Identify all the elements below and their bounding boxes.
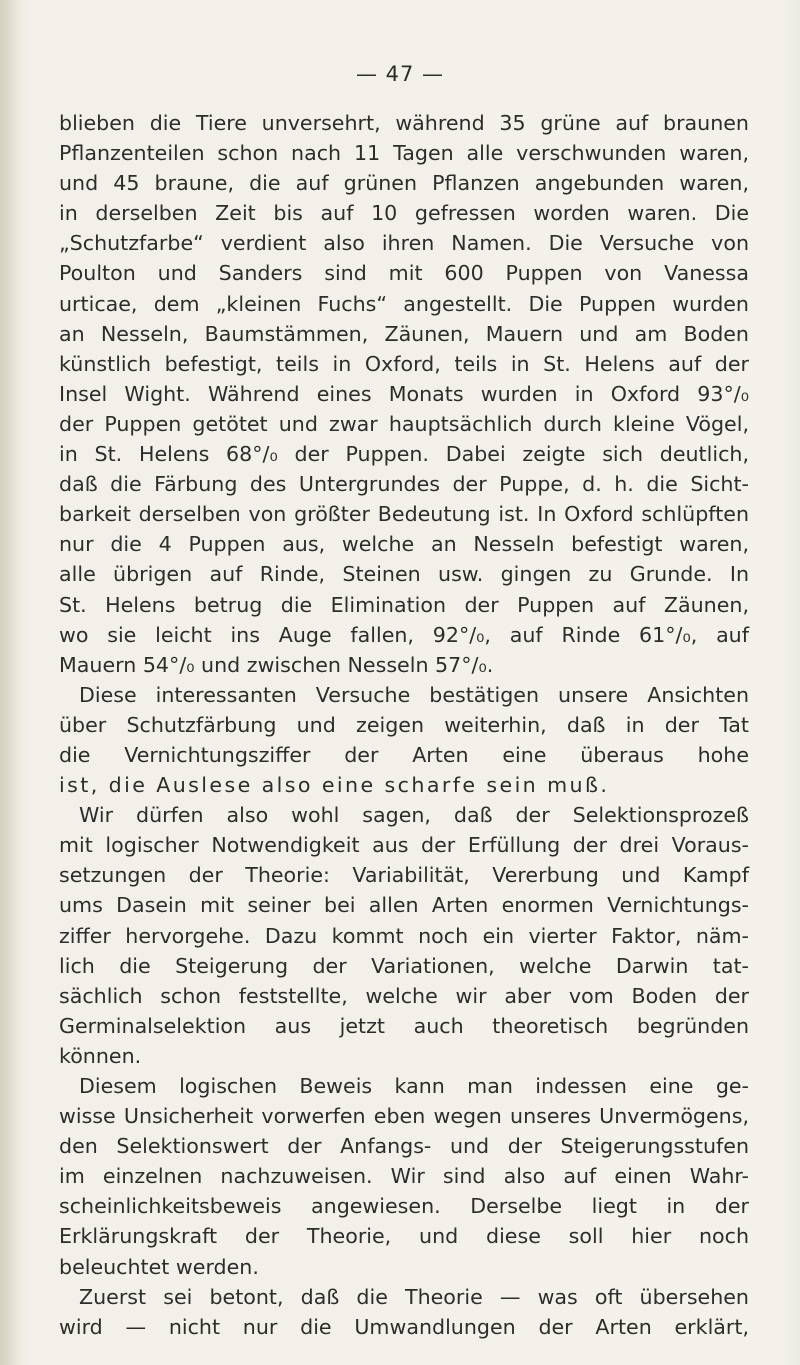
text-line: der Puppen getötet und zwar hauptsächlich durch kleine Vögel, [59, 411, 749, 436]
page-number: — 47 — [355, 62, 445, 86]
text-line: blieben die Tiere unversehrt, während 35 grüne auf braunen [59, 111, 749, 135]
text-line: Poulton und Sanders sind mit 600 Puppen von Vanessa [59, 261, 749, 286]
page-edge-shadow [0, 0, 22, 1365]
text-line: wo sie leicht ins Auge fallen, 92°/₀, auf Rinde 61°/₀, auf [59, 622, 749, 647]
text-line: Diese interessanten Versuche bestätigen unsere Ansichten [79, 682, 749, 707]
text-line: urticae, dem „kleinen Fuchs“ angestellt. Die Puppen wurden [59, 291, 749, 316]
text-line: in derselben Zeit bis auf 10 gefressen worden waren. Die [59, 201, 749, 226]
text-line: Diesem logischen Beweis kann man indessen eine ge- [79, 1074, 749, 1098]
text-line: nur die 4 Puppen aus, welche an Nesseln befestigt waren, [59, 532, 749, 557]
text-line: barkeit derselben von größter Bedeutung ist. In Oxford schlüpften [59, 502, 749, 527]
text-line: „Schutzfarbe“ verdient also ihren Namen. Die Versuche von [59, 231, 749, 256]
text-line: Erklärungskraft der Theorie, und diese soll hier noch [59, 1224, 749, 1249]
text-line: die Vernichtungsziffer der Arten eine überaus hohe [59, 742, 749, 767]
body-text [59, 108, 749, 1342]
text-line: an Nesseln, Baumstämmen, Zäunen, Mauern und am Boden [59, 321, 749, 346]
text-line: in St. Helens 68°/₀ der Puppen. Dabei zeigte sich deutlich, [59, 442, 749, 467]
text-line: Zuerst sei betont, daß die Theorie — was oft übersehen [79, 1284, 749, 1309]
text-line: den Selektionswert der Anfangs- und der Steigerungsstufen [59, 1134, 749, 1159]
text-line: über Schutzfärbung und zeigen weiterhin, daß in der Tat [59, 712, 749, 737]
text-line: ist, die Auslese also eine scharfe sein muß. [59, 773, 610, 798]
text-line: wird — nicht nur die Umwandlungen der Arten erklärt, [59, 1314, 749, 1339]
text-line: und 45 braune, die auf grünen Pflanzen angebunden waren, [59, 171, 749, 196]
text-line: Pflanzenteilen schon nach 11 Tagen alle verschwunden waren, [59, 141, 749, 166]
text-line: Germinalselektion aus jetzt auch theoretisch begründen [59, 1013, 749, 1038]
text-line: setzungen der Theorie: Variabilität, Vererbung und Kampf [59, 863, 749, 888]
text-line: wisse Unsicherheit vorwerfen eben wegen unseres Unvermögens, [59, 1104, 749, 1129]
text-line: mit logischer Notwendigkeit aus der Erfüllung der drei Voraus- [59, 833, 749, 858]
text-line: Insel Wight. Während eines Monats wurden in Oxford 93°/₀ [59, 381, 749, 406]
text-line: Wir dürfen also wohl sagen, daß der Selektionsprozeß [79, 803, 749, 828]
text-line: lich die Steigerung der Variationen, welche Darwin tat- [59, 953, 749, 978]
text-line: im einzelnen nachzuweisen. Wir sind also auf einen Wahr- [59, 1164, 749, 1189]
text-line: daß die Färbung des Untergrundes der Puppe, d. h. die Sicht- [59, 472, 749, 497]
text-line: scheinlichkeitsbeweis angewiesen. Derselbe liegt in der [59, 1194, 749, 1219]
text-line: ziffer hervorgehe. Dazu kommt noch ein vierter Faktor, näm- [59, 923, 749, 948]
text-line: ums Dasein mit seiner bei allen Arten enormen Vernichtungs- [59, 893, 749, 918]
text-line: alle übrigen auf Rinde, Steinen usw. gingen zu Grunde. In [59, 562, 749, 587]
text-line: St. Helens betrug die Elimination der Puppen auf Zäunen, [59, 592, 749, 617]
text-line: beleuchtet werden. [59, 1254, 259, 1279]
text-line: Mauern 54°/₀ und zwischen Nesseln 57°/₀. [59, 652, 494, 677]
text-line: künstlich befestigt, teils in Oxford, teils in St. Helens auf der [59, 351, 749, 376]
text-line: sächlich schon feststellte, welche wir aber vom Boden der [59, 983, 749, 1008]
text-line: können. [59, 1043, 142, 1068]
